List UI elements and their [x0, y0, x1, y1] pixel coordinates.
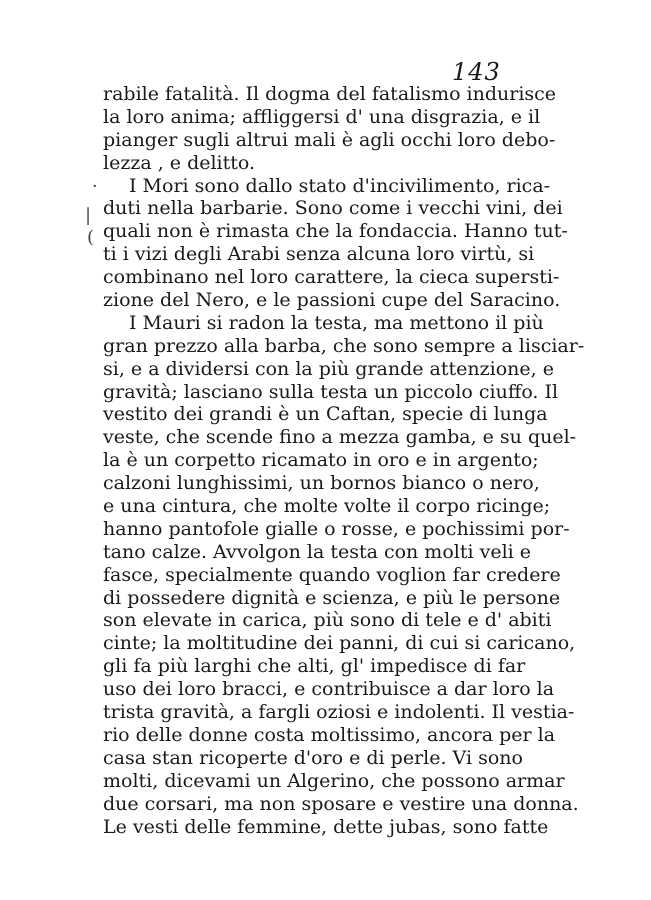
text-line: son elevate in carica, più sono di tele e d' abiti	[103, 609, 552, 632]
text-line: veste, che scende fino a mezza gamba, e su quel-	[103, 426, 577, 449]
text-line: casa stan ricoperte d'oro e di perle. Vi sono	[103, 746, 523, 769]
paragraph-start-line: I Mori sono dallo stato d'incivilimento, rica-	[129, 174, 551, 197]
margin-mark: (	[87, 227, 95, 248]
text-line: hanno pantofole gialle o rosse, e pochissimi por-	[103, 517, 570, 540]
text-line: gli fa più larghi che alti, gl' impedisce di far	[103, 655, 526, 678]
text-line: rabile fatalità. Il dogma del fatalismo indurisce	[103, 83, 557, 105]
text-line: la loro anima; affliggersi d' una disgrazia, e il	[103, 105, 541, 128]
text-line: fasce, specialmente quando voglion far credere	[103, 563, 561, 586]
text-line: quali non è rimasta che la fondaccia. Hanno tut-	[103, 220, 568, 243]
text-line: Le vesti delle femmine, dette jubas, sono fatte	[103, 815, 549, 838]
paragraph-start-line: I Mauri si radon la testa, ma mettono il più	[129, 311, 544, 334]
text-line: cinte; la moltitudine dei panni, di cui si caricano,	[103, 632, 576, 655]
text-line: tano calze. Avvolgon la testa con molti veli e	[103, 540, 532, 563]
margin-mark: |	[85, 205, 92, 226]
text-line: di possedere dignità e scienza, e più le persone	[103, 586, 561, 609]
text-line: zione del Nero, e le passioni cupe del Saracino.	[103, 289, 561, 312]
text-line: e una cintura, che molte volte il corpo ricinge;	[103, 495, 551, 518]
page-number: 143	[452, 58, 501, 86]
text-line: combinano nel loro carattere, la cieca supersti-	[103, 266, 560, 289]
text-line: si, e a dividersi con la più grande attenzione, e	[103, 357, 554, 380]
text-line: vestito dei grandi è un Caftan, specie di lunga	[103, 403, 548, 426]
text-line: gran prezzo alla barba, che sono sempre a lisciar-	[103, 334, 585, 357]
text-line: lezza , e delitto.	[103, 151, 256, 174]
text-line: ti i vizi degli Arabi senza alcuna loro virtù, si	[103, 243, 535, 266]
text-line: rio delle donne costa moltissimo, ancora per la	[103, 723, 556, 746]
text-line: uso dei loro bracci, e contribuisce a dar loro la	[103, 678, 555, 701]
text-line: la è un corpetto ricamato in oro e in argento;	[103, 449, 539, 472]
text-line: gravità; lasciano sulla testa un piccolo ciuffo. Il	[103, 380, 559, 403]
text-line: molti, dicevami un Algerino, che possono armar	[103, 769, 565, 792]
body-text	[103, 83, 585, 838]
text-line: duti nella barbarie. Sono come i vecchi vini, dei	[103, 197, 563, 220]
text-line: pianger sugli altrui mali è agli occhi loro debo-	[103, 128, 556, 151]
margin-mark: ·	[92, 176, 98, 197]
text-line: trista gravità, a fargli oziosi e indolenti. Il vestia-	[103, 701, 575, 724]
text-line: calzoni lunghissimi, un bornos bianco o nero,	[103, 472, 540, 495]
text-line: due corsari, ma non sposare e vestire una donna.	[103, 792, 579, 815]
